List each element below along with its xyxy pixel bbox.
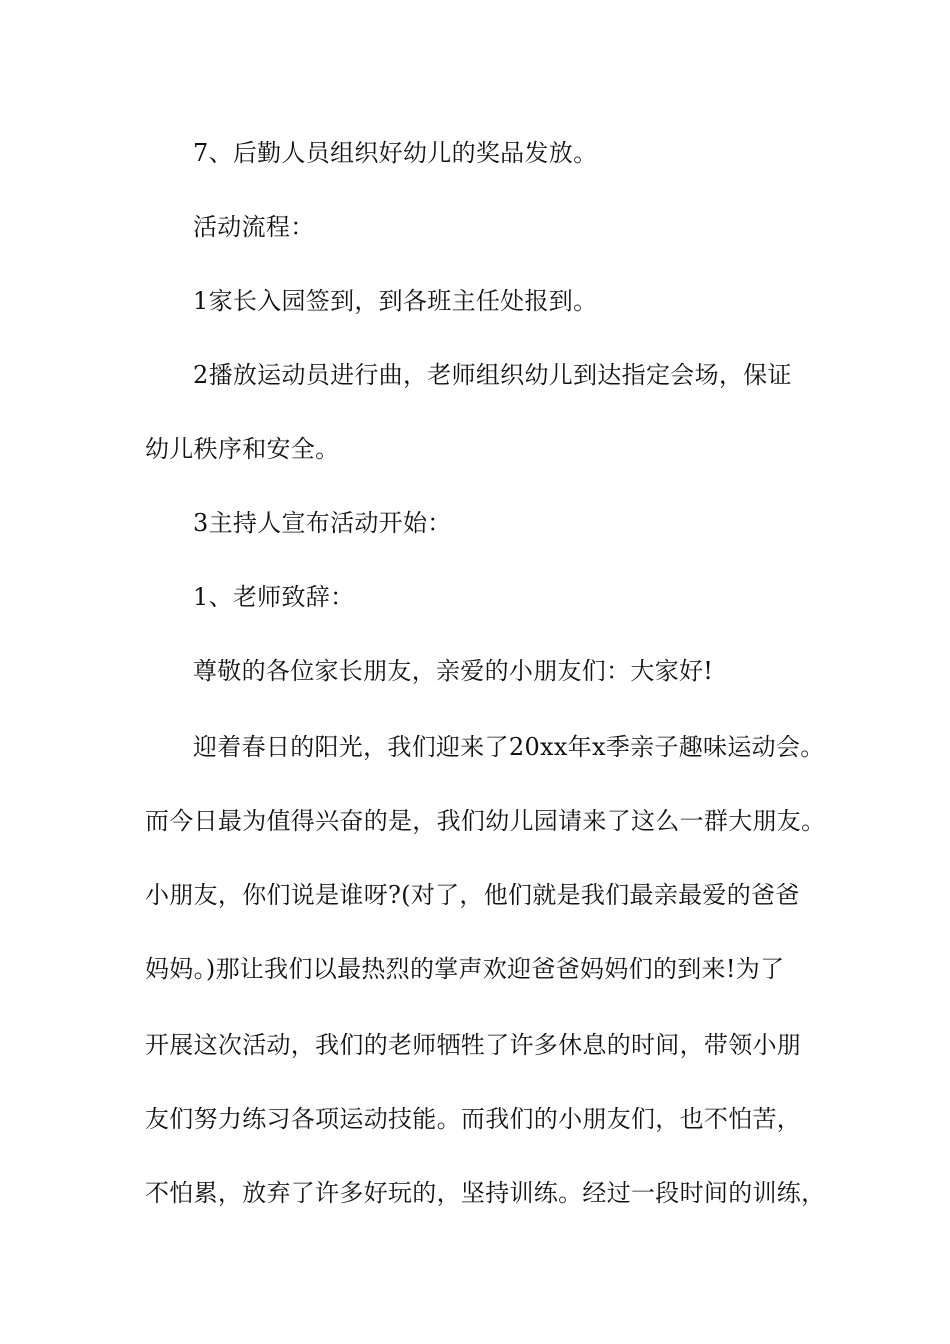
text-line: 不怕累，放弃了许多好玩的，坚持训练。经过一段时间的训练， [145,1179,826,1207]
text-line: 尊敬的各位家长朋友，亲爱的小朋友们：大家好! [193,657,714,685]
text-line: 2播放运动员进行曲，老师组织幼儿到达指定会场，保证 [193,361,792,389]
text-line: 活动流程： [193,213,315,241]
text-line: 小朋友，你们说是谁呀?(对了，他们就是我们最亲最爱的爸爸 [145,881,800,909]
text-line: 妈妈。)那让我们以最热烈的掌声欢迎爸爸妈妈们的到来!为了 [145,955,785,983]
text-line: 而今日最为值得兴奋的是，我们幼儿园请来了这么一群大朋友。 [145,807,826,835]
text-line: 友们努力练习各项运动技能。而我们的小朋友们，也不怕苦， [145,1105,802,1133]
text-line: 开展这次活动，我们的老师牺牲了许多休息的时间，带领小朋 [145,1031,802,1059]
text-line: 迎着春日的阳光，我们迎来了20xx年x季亲子趣味运动会。 [193,733,825,761]
text-line: 7、后勤人员组织好幼儿的奖品发放。 [193,139,598,167]
text-line: 3主持人宣布活动开始： [193,509,452,537]
text-line: 幼儿秩序和安全。 [145,435,340,463]
text-line: 1家长入园签到，到各班主任处报到。 [193,287,598,315]
text-line: 1、老师致辞： [193,583,355,611]
